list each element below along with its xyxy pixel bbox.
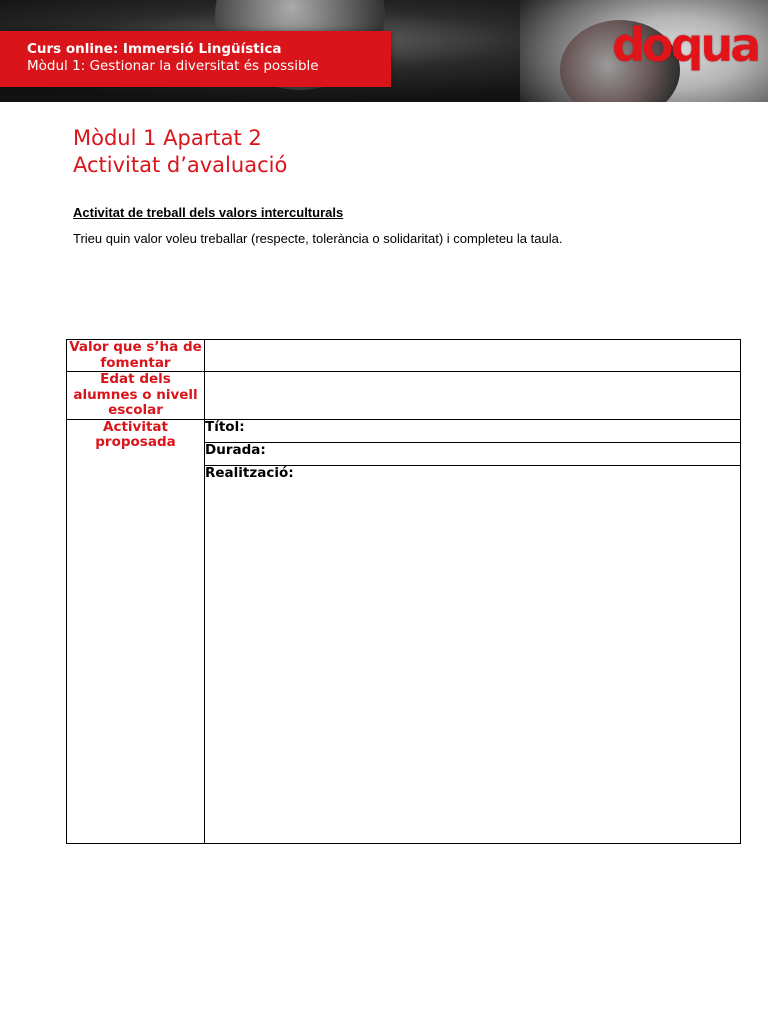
value-label: Valor que s’ha de fomentar — [67, 340, 205, 372]
course-title: Curs online: Immersió Lingüística — [27, 41, 282, 57]
age-field[interactable] — [205, 372, 741, 420]
duration-field[interactable]: Durada: — [205, 442, 741, 465]
activity-label: Activitat proposada — [67, 419, 205, 843]
activity-form-table — [66, 339, 741, 844]
title-field[interactable]: Títol: — [205, 419, 741, 442]
instruction-text: Trieu quin valor voleu treballar (respecte, tolerància o solidaritat) i completeu la taula. — [73, 231, 563, 246]
age-label: Edat dels alumnes o nivell escolar — [67, 372, 205, 420]
realization-field[interactable]: Realització: — [205, 465, 741, 843]
table-row — [67, 372, 741, 420]
page-heading-module: Mòdul 1 Apartat 2 — [73, 126, 262, 150]
table-row — [67, 340, 741, 372]
module-subtitle: Mòdul 1: Gestionar la diversitat és possible — [27, 58, 319, 74]
table-row — [67, 419, 741, 442]
header-banner — [0, 0, 768, 102]
page-heading-activity: Activitat d’avaluació — [73, 153, 288, 177]
section-title: Activitat de treball dels valors interculturals — [73, 205, 344, 220]
value-field[interactable] — [205, 340, 741, 372]
doqua-logo: doqua — [612, 18, 759, 72]
